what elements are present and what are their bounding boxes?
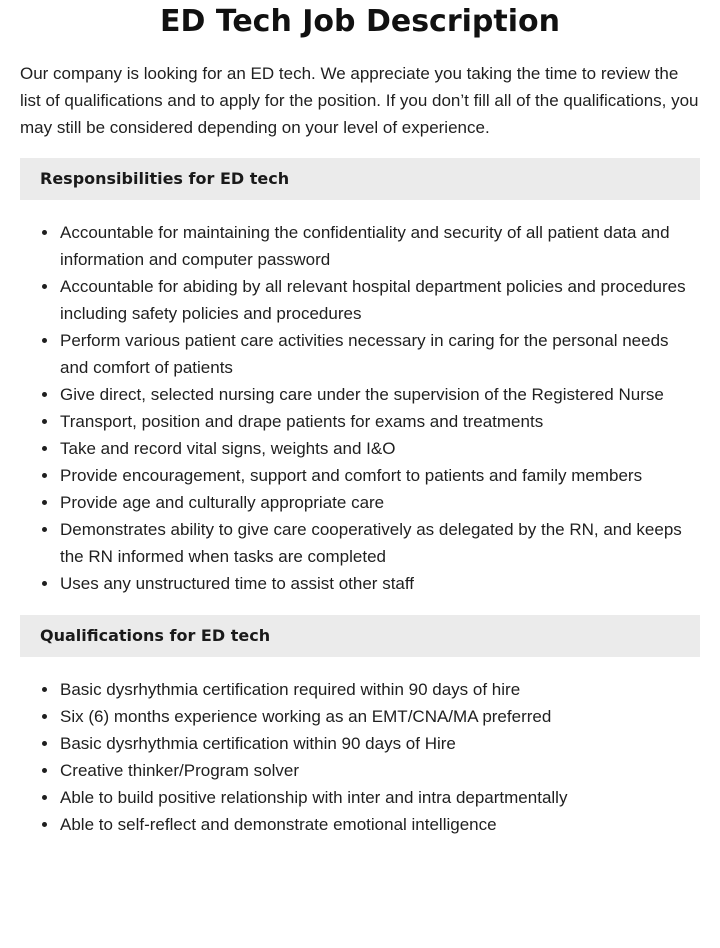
- list-item: Basic dysrhythmia certification required within 90 days of hire: [60, 676, 700, 703]
- qualifications-list: [20, 676, 700, 838]
- intro-paragraph: Our company is looking for an ED tech. We appreciate you taking the time to review the list of qualifications and to apply for the position. If you don’t fill all of the qualifications, you may still be considered depending on your level of experience.: [20, 64, 699, 137]
- list-item: Six (6) months experience working as an EMT/CNA/MA preferred: [60, 703, 700, 730]
- list-item: Accountable for abiding by all relevant hospital department policies and procedures including safety policies and procedures: [60, 273, 700, 327]
- responsibilities-heading: Responsibilities for ED tech: [20, 158, 700, 200]
- responsibilities-list: [20, 219, 700, 597]
- list-item: Creative thinker/Program solver: [60, 757, 700, 784]
- list-item: Transport, position and drape patients for exams and treatments: [60, 408, 700, 435]
- list-item: Able to self-reflect and demonstrate emotional intelligence: [60, 811, 700, 838]
- list-item: Provide age and culturally appropriate care: [60, 489, 700, 516]
- list-item: Demonstrates ability to give care cooperatively as delegated by the RN, and keeps the RN informed when tasks are completed: [60, 516, 700, 570]
- list-item: Perform various patient care activities necessary in caring for the personal needs and comfort of patients: [60, 327, 700, 381]
- list-item: Provide encouragement, support and comfort to patients and family members: [60, 462, 700, 489]
- list-item: Take and record vital signs, weights and I&O: [60, 435, 700, 462]
- list-item: Basic dysrhythmia certification within 90 days of Hire: [60, 730, 700, 757]
- list-item: Uses any unstructured time to assist other staff: [60, 570, 700, 597]
- list-item: Give direct, selected nursing care under the supervision of the Registered Nurse: [60, 381, 700, 408]
- qualifications-heading: Qualifications for ED tech: [20, 615, 700, 657]
- page-title: ED Tech Job Description: [160, 4, 560, 39]
- list-item: Accountable for maintaining the confidentiality and security of all patient data and information and computer password: [60, 219, 700, 273]
- list-item: Able to build positive relationship with inter and intra departmentally: [60, 784, 700, 811]
